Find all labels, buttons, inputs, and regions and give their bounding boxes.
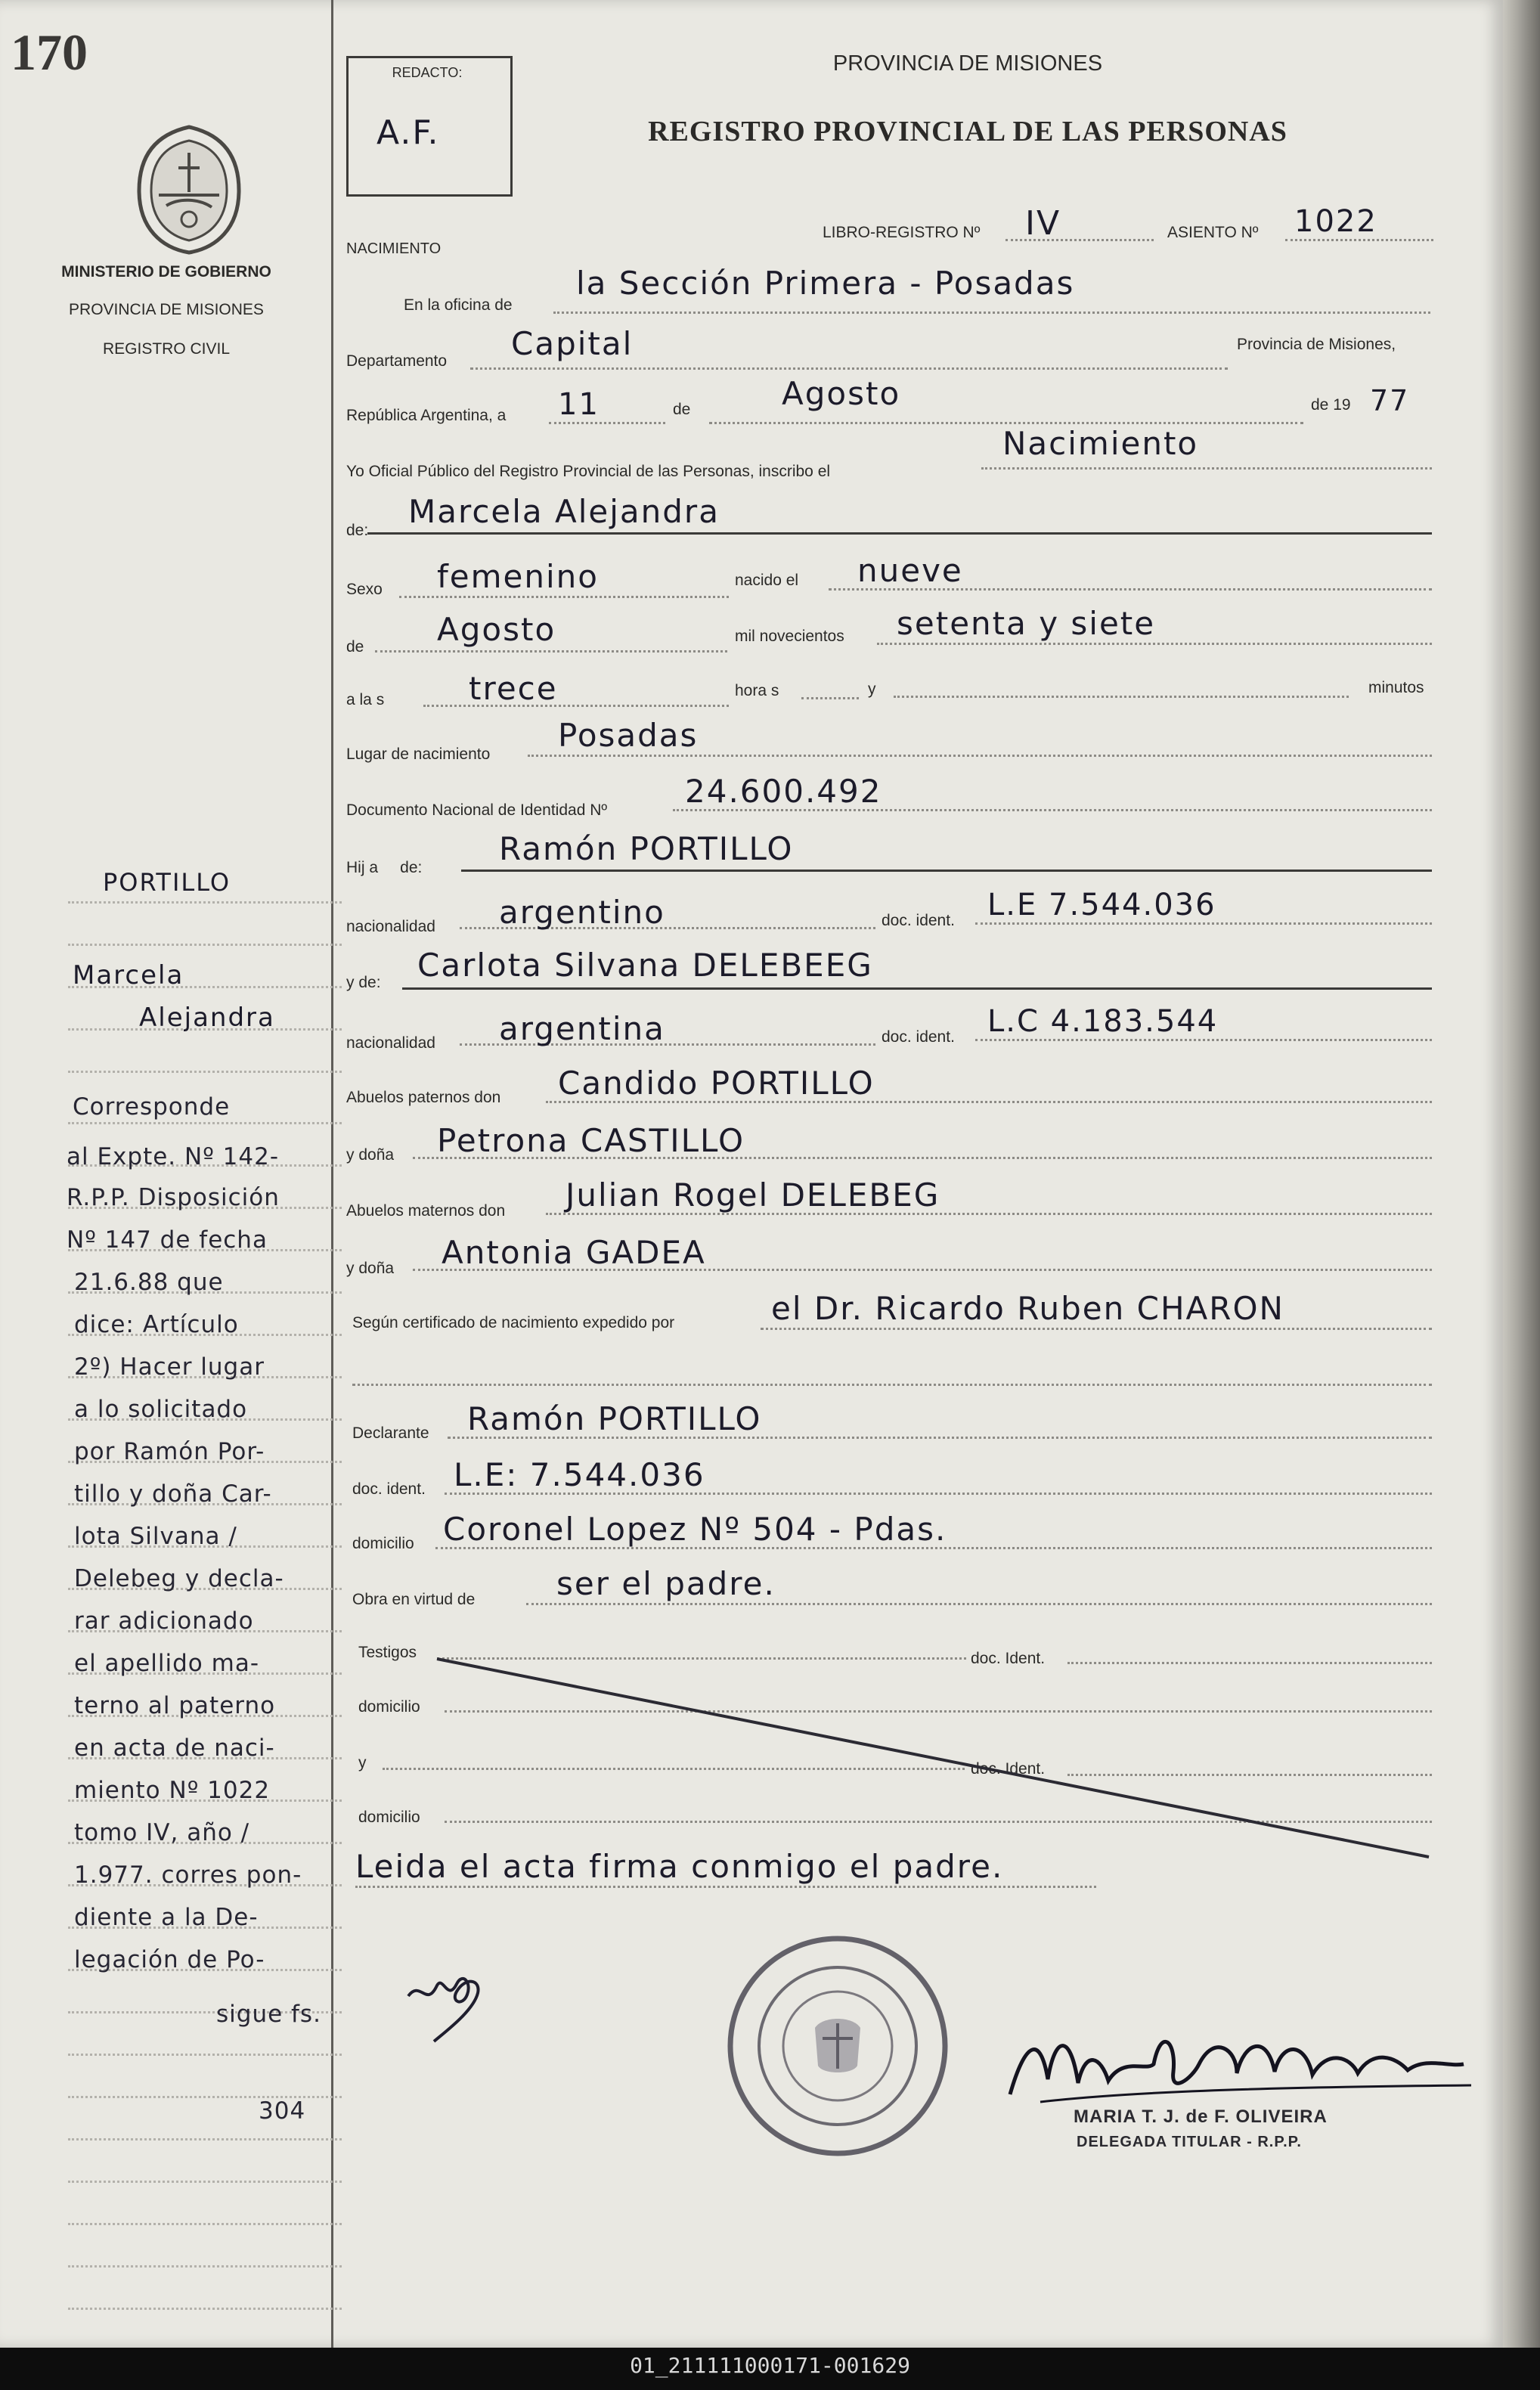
nacionalidad-padre-label: nacionalidad <box>346 918 435 935</box>
horas-label: hora s <box>735 682 779 699</box>
departamento-value: Capital <box>511 325 634 362</box>
yde-label: y de: <box>346 974 381 991</box>
leida-value: Leida el acta firma conmigo el padre. <box>355 1848 1004 1885</box>
official-name: MARIA T. J. de F. OLIVEIRA <box>1074 2106 1328 2127</box>
abuelos-maternos-label: Abuelos maternos don <box>346 1202 506 1220</box>
hora-value: trece <box>469 670 558 707</box>
provincia-label: Provincia de Misiones, <box>1237 336 1396 353</box>
de2-label: de <box>346 638 364 656</box>
doc-madre-value: L.C 4.183.544 <box>987 1004 1219 1039</box>
abuelo-materno-value: Julian Rogel DELEBEG <box>565 1176 940 1214</box>
abuelos-paternos-label: Abuelos paternos don <box>346 1089 501 1106</box>
header-province: PROVINCIA DE MISIONES <box>832 51 1103 76</box>
asiento-label: ASIENTO Nº <box>1167 224 1259 241</box>
margin-note-line: terno al paterno <box>74 1692 276 1719</box>
margin-note-line: Delebeg y decla- <box>74 1565 284 1592</box>
declarante-value: Ramón PORTILLO <box>467 1400 762 1437</box>
certificado-label: Según certificado de nacimiento expedido por <box>352 1314 675 1331</box>
margin-note-line: tillo y doña Car- <box>74 1480 272 1508</box>
mil-label: mil novecientos <box>735 628 844 645</box>
persona-value: Marcela Alejandra <box>408 493 720 530</box>
domicilio-declarante-value: Coronel Lopez Nº 504 - Pdas. <box>443 1511 947 1548</box>
margin-note-line: miento Nº 1022 <box>74 1777 271 1804</box>
margin-note-line: Corresponde <box>73 1093 231 1121</box>
margin-note-line: 2º) Hacer lugar <box>74 1353 265 1381</box>
margin-given-1: Marcela <box>73 960 184 990</box>
obra-label: Obra en virtud de <box>352 1591 476 1608</box>
testigo2-domicilio-label: domicilio <box>358 1809 420 1826</box>
margin-note-line: rar adicionado <box>74 1607 254 1635</box>
ydona-paterna-label: y doña <box>346 1146 395 1164</box>
left-province-name: PROVINCIA DE MISIONES <box>69 301 264 318</box>
testigo2-doc-label: doc. Ident. <box>971 1760 1046 1778</box>
margin-note-line: a lo solicitado <box>74 1396 248 1423</box>
y-label: y <box>868 680 876 698</box>
minutos-label: minutos <box>1368 679 1424 696</box>
abuela-paterna-value: Petrona CASTILLO <box>437 1122 745 1159</box>
margin-note-line: lota Silvana / <box>74 1523 237 1550</box>
republica-label: República Argentina, a <box>346 407 507 424</box>
oficina-value: la Sección Primera - Posadas <box>576 265 1075 302</box>
departamento-label: Departamento <box>346 352 448 370</box>
sexo-label: Sexo <box>346 581 383 598</box>
nacionalidad-madre-value: argentina <box>499 1010 665 1047</box>
nacimiento-label: NACIMIENTO <box>346 240 442 257</box>
padre-value: Ramón PORTILLO <box>499 830 794 867</box>
oficial-label: Yo Oficial Público del Registro Provincial de las Personas, inscribo el <box>346 463 831 480</box>
lugar-value: Posadas <box>558 717 699 754</box>
dni-value: 24.600.492 <box>685 773 882 810</box>
doc-padre-value: L.E 7.544.036 <box>987 888 1216 922</box>
initials-signature <box>398 1949 496 2047</box>
testigos-label: Testigos <box>358 1644 417 1661</box>
y2-label: y <box>358 1754 367 1772</box>
margin-note-line: Nº 147 de fecha <box>67 1226 268 1254</box>
dni-label: Documento Nacional de Identidad Nº <box>346 801 608 819</box>
doc-declarante-label: doc. ident. <box>352 1480 426 1498</box>
ministry-name: MINISTERIO DE GOBIERNO <box>61 263 271 281</box>
testigo1-doc-label: doc. Ident. <box>971 1650 1046 1667</box>
lugar-label: Lugar de nacimiento <box>346 746 491 763</box>
margin-note-line: por Ramón Por- <box>74 1438 265 1465</box>
sexo-value: femenino <box>437 558 599 595</box>
nacionalidad-padre-value: argentino <box>499 894 665 931</box>
page-edge <box>1503 0 1540 2348</box>
margin-note-line: R.P.P. Disposición <box>67 1184 280 1211</box>
margin-note-line: 21.6.88 que <box>74 1269 224 1296</box>
margin-note-line: al Expte. Nº 142- <box>67 1143 280 1170</box>
obra-value: ser el padre. <box>556 1565 776 1602</box>
oficial-value: Nacimiento <box>1002 425 1199 462</box>
day-value: 11 <box>558 387 600 422</box>
de-persona-label: de: <box>346 522 369 539</box>
abuela-materna-value: Antonia GADEA <box>442 1234 706 1271</box>
domicilio-declarante-label: domicilio <box>352 1535 414 1552</box>
margin-surname: PORTILLO <box>103 868 231 897</box>
margin-note-line: 304 <box>259 2097 306 2125</box>
year-value: 77 <box>1370 384 1410 417</box>
doc-ident-padre-label: doc. ident. <box>882 912 955 929</box>
asiento-value: 1022 <box>1294 204 1377 239</box>
nacido-label: nacido el <box>735 572 799 589</box>
testigos-strike-line <box>431 1651 1436 1863</box>
abuelo-paterno-value: Candido PORTILLO <box>558 1065 875 1102</box>
margin-given-2: Alejandra <box>139 1003 275 1033</box>
margin-note-line: diente a la De- <box>74 1904 259 1931</box>
official-title: DELEGADA TITULAR - R.P.P. <box>1077 2134 1302 2150</box>
month-value: Agosto <box>782 375 901 412</box>
image-caption: 01_211111000171-001629 <box>630 2353 910 2378</box>
libro-value: IV <box>1025 204 1061 243</box>
de19-label: de 19 <box>1311 396 1351 414</box>
redacto-label: REDACTO: <box>392 65 463 80</box>
folio-number: 170 <box>11 23 88 81</box>
testigo1-domicilio-label: domicilio <box>358 1698 420 1716</box>
libro-label: LIBRO-REGISTRO Nº <box>823 224 981 241</box>
year-words: setenta y siete <box>897 605 1156 642</box>
redacto-value: A.F. <box>376 113 440 152</box>
madre-value: Carlota Silvana DELEBEEG <box>417 947 873 984</box>
doc-ident-madre-label: doc. ident. <box>882 1028 955 1046</box>
certificado-value: el Dr. Ricardo Ruben CHARON <box>771 1290 1284 1327</box>
coat-of-arms-emblem <box>133 122 245 257</box>
nacionalidad-madre-label: nacionalidad <box>346 1034 435 1052</box>
margin-note-line: tomo IV, año / <box>74 1819 250 1846</box>
alas-label: a la s <box>346 691 385 708</box>
margin-note-line: el apellido ma- <box>74 1650 260 1677</box>
margin-note-line: 1.977. corres pon- <box>74 1861 302 1889</box>
registry-seal <box>724 1933 951 2159</box>
margin-note-line: sigue fs. <box>216 2001 321 2028</box>
header-title: REGISTRO PROVINCIAL DE LAS PERSONAS <box>648 116 1287 147</box>
margin-divider <box>331 0 333 2348</box>
nacido-value: nueve <box>857 552 963 589</box>
margin-note-line: legación de Po- <box>74 1946 265 1973</box>
doc-declarante-value: L.E: 7.544.036 <box>454 1456 705 1493</box>
oficina-label: En la oficina de <box>404 296 513 314</box>
month2-value: Agosto <box>437 611 556 648</box>
hija-label: Hij a de: <box>346 859 423 876</box>
ydona-materna-label: y doña <box>346 1260 395 1277</box>
margin-note-line: dice: Artículo <box>74 1311 239 1338</box>
de-label: de <box>673 401 691 418</box>
civil-registry-name: REGISTRO CIVIL <box>102 340 231 358</box>
margin-note-line: en acta de naci- <box>74 1734 275 1762</box>
declarante-label: Declarante <box>352 1424 429 1442</box>
